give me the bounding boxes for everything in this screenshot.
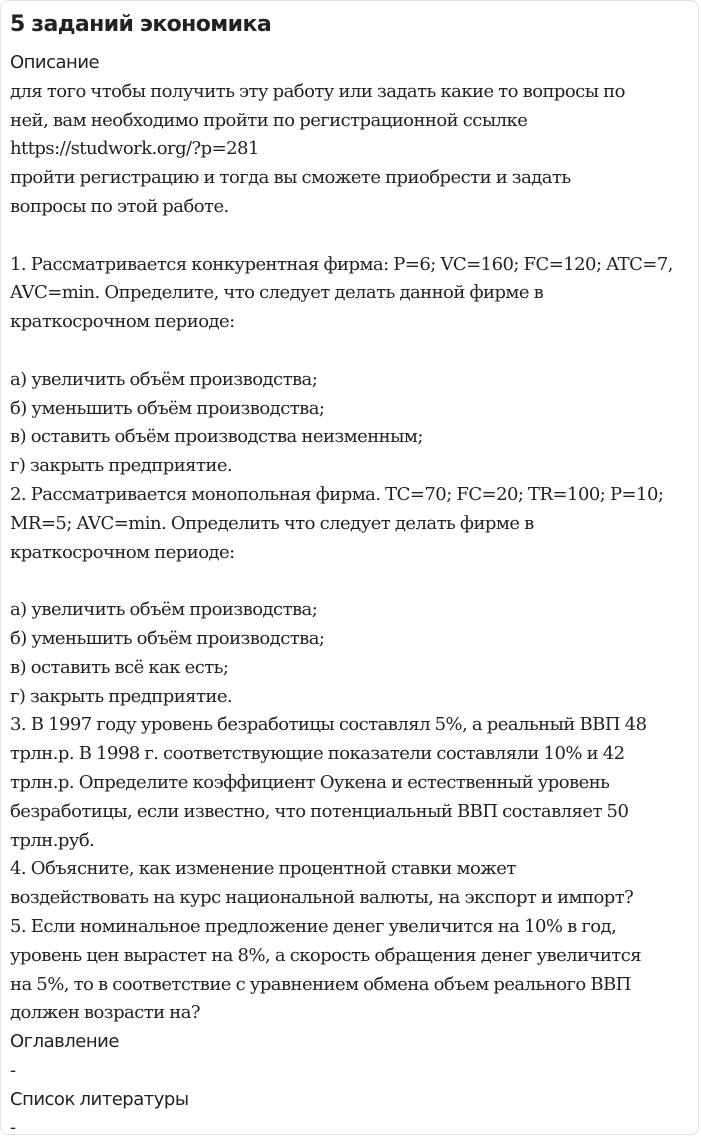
task-1-text: AVC=min. Определите, что следует делать данной фирме в [10,282,544,304]
task-1-option-d: г) закрыть предприятие. [10,455,233,477]
blank-line [10,222,698,251]
toc-heading: Оглавление [10,1031,119,1053]
task-1-text: краткосрочном периоде: [10,311,235,333]
task-2-text: краткосрочном периоде: [10,541,235,563]
task-2-option-a: а) увеличить объём производства; [10,599,318,621]
task-2-text: MR=5; AVC=min. Определить что следует делать фирме в [10,512,534,534]
task-4-text: воздействовать на курс национальной валюты, на экспорт и импорт? [10,887,634,909]
page-title: 5 заданий экономика [10,12,272,37]
document-content [10,9,698,1143]
task-5-text: 5. Если номинальное предложение денег увеличится на 10% в год, [10,915,617,937]
task-1-option-c: в) оставить объём производства неизменным; [10,426,423,448]
task-5-text: на 5%, то в соответствие с уравнением обмена объем реального ВВП [10,973,631,995]
task-2-text: 2. Рассматривается монопольная фирма. TC=70; FC=20; TR=100; P=10; [10,483,664,505]
description-line: ней, вам необходимо пройти по регистрационной ссылке [10,109,528,131]
description-heading: Описание [10,52,100,73]
task-2-option-c: в) оставить всё как есть; [10,656,229,678]
task-3-text: 3. В 1997 году уровень безработицы составлял 5%, а реальный ВВП 48 [10,714,647,736]
blank-line [10,337,698,366]
task-3-text: трлн.р. Определите коэффициент Оукена и естественный уровень [10,771,610,793]
task-3-text: трлн.руб. [10,829,95,851]
task-5-text: должен возрасти на? [10,1002,201,1024]
task-1-option-b: б) уменьшить объём производства; [10,397,325,419]
references-heading: Список литературы [10,1088,189,1110]
task-2-option-d: г) закрыть предприятие. [10,685,233,707]
blank-line [10,567,698,596]
task-1-text: 1. Рассматривается конкурентная фирма: P=6; VC=160; FC=120; ATC=7, [10,253,673,275]
description-line: для того чтобы получить эту работу или задать какие то вопросы по [10,80,625,102]
description-line: вопросы по этой работе. [10,195,229,217]
task-5-text: уровень цен вырастет на 8%, а скорость обращения денег увеличится [10,944,642,966]
task-2-option-b: б) уменьшить объём производства; [10,627,325,649]
task-3-text: трлн.р. В 1998 г. соответствующие показатели составляли 10% и 42 [10,743,625,765]
toc-value: - [10,1059,16,1081]
task-3-text: безработицы, если известно, что потенциальный ВВП составляет 50 [10,800,629,822]
task-1-option-a: а) увеличить объём производства; [10,368,318,390]
registration-link[interactable]: https://studwork.org/?p=281 [10,138,259,160]
references-value: - [10,1117,16,1139]
description-line: пройти регистрацию и тогда вы сможете приобрести и задать [10,167,571,189]
task-4-text: 4. Объясните, как изменение процентной ставки может [10,858,516,880]
